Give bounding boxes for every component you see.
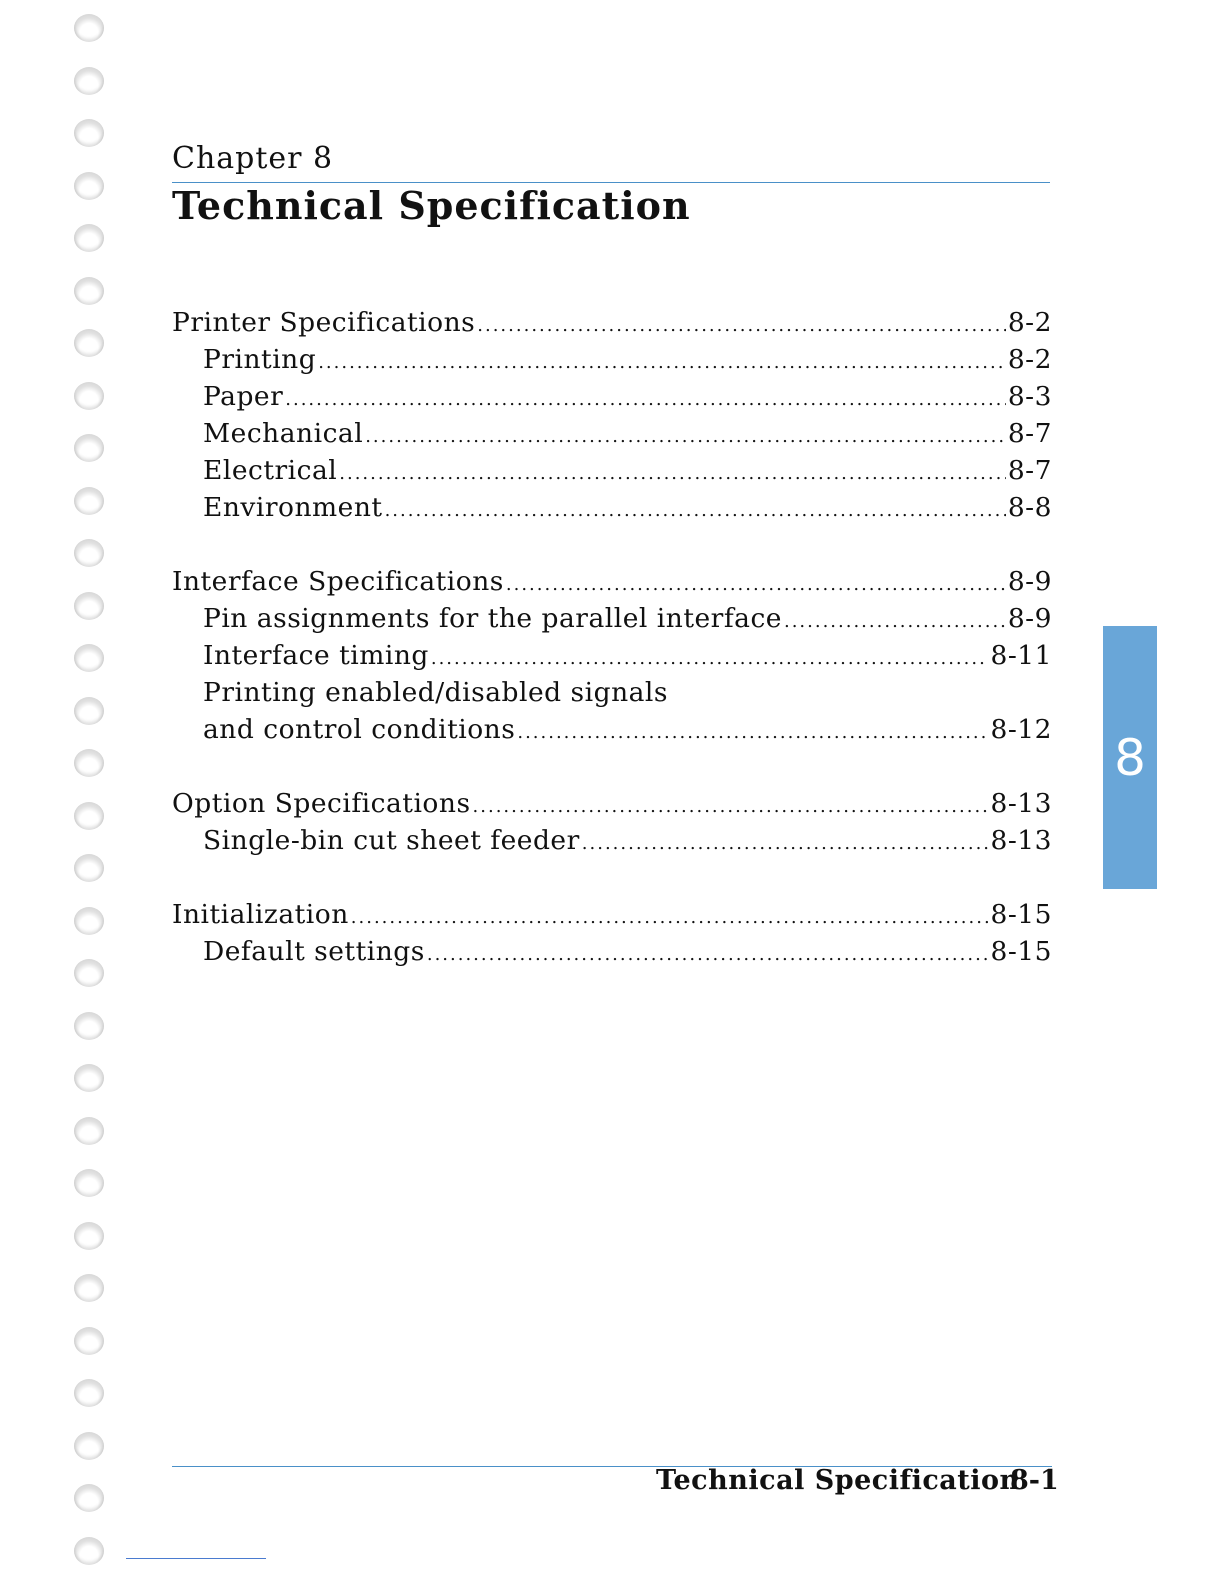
dot-leader [477,308,1006,344]
toc-entry-title: Interface Specifications [172,566,504,597]
toc-entry-title: and control conditions [203,714,516,745]
toc-entry-title: Printing [203,344,317,375]
toc-entry-printer-specifications[interactable] [172,305,1052,341]
binding-hole [74,1117,104,1145]
page-number: 8-1 [1010,1465,1059,1496]
binding-hole [74,172,104,200]
toc-entry-title: Paper [203,381,284,412]
binding-hole [74,1327,104,1355]
toc-entry-paper[interactable] [203,379,1052,415]
chapter-label: Chapter 8 [172,141,334,176]
toc-entry-title: Mechanical [203,418,364,449]
binding-hole [74,854,104,882]
binding-hole [74,277,104,305]
toc-entry-page: 8-2 [1007,344,1052,375]
toc-entry-page: 8-7 [1007,455,1052,486]
toc-entry-page: 8-9 [1007,566,1052,597]
toc-entry-title: Interface timing [203,640,429,671]
toc-entry-printing-signals[interactable] [203,712,1052,748]
dot-leader [582,826,989,862]
toc-entry-mechanical[interactable] [203,416,1052,452]
toc-entry-title: Pin assignments for the parallel interface [203,603,782,634]
toc-entry-electrical[interactable] [203,453,1052,489]
toc-entry-title: Environment [203,492,383,523]
toc-entry-environment[interactable] [203,490,1052,526]
toc-entry-page: 8-7 [1007,418,1052,449]
dot-leader [351,900,989,936]
dot-leader [784,604,1006,640]
binding-hole [74,14,104,42]
binding-hole [74,1064,104,1092]
toc-entry-title: Electrical [203,455,338,486]
spiral-binding [74,0,114,1584]
binding-hole [74,644,104,672]
toc-entry-page: 8-9 [1007,603,1052,634]
binding-hole [74,1484,104,1512]
dot-leader [427,937,989,973]
binding-hole [74,329,104,357]
dot-leader [385,493,1006,529]
toc-entry-page: 8-13 [990,788,1052,819]
toc-entry-page: 8-15 [990,899,1052,930]
toc-entry-page: 8-11 [990,640,1052,671]
toc-entry-page: 8-8 [1007,492,1052,523]
toc-entry-title: Default settings [203,936,425,967]
toc-entry-title: Option Specifications [172,788,471,819]
binding-hole [74,1274,104,1302]
binding-hole [74,749,104,777]
toc-entry-cut-sheet-feeder[interactable] [203,823,1052,859]
binding-hole [74,959,104,987]
toc-entry-interface-timing[interactable] [203,638,1052,674]
chapter-tab-number: 8 [1114,728,1146,787]
chapter-tab[interactable] [1103,626,1157,889]
binding-hole [74,592,104,620]
toc-entry-page: 8-13 [990,825,1052,856]
binding-hole [74,907,104,935]
dot-leader [431,641,989,677]
toc-entry-page: 8-3 [1007,381,1052,412]
toc-entry-page: 8-2 [1007,307,1052,338]
binding-hole [74,1222,104,1250]
scan-edge-line [126,1558,266,1559]
binding-hole [74,1432,104,1460]
binding-hole [74,119,104,147]
toc-entry-interface-specifications[interactable] [172,564,1052,600]
toc-entry-initialization[interactable] [172,897,1052,933]
toc-entry-default-settings[interactable] [203,934,1052,970]
toc-entry-printing[interactable] [203,342,1052,378]
binding-hole [74,697,104,725]
binding-hole [74,802,104,830]
toc-entry-page: 8-15 [990,936,1052,967]
dot-leader [285,382,1006,418]
toc-entry-printing-signals-line1[interactable]: Printing enabled/disabled signals [203,677,669,708]
binding-hole [74,539,104,567]
binding-hole [74,1537,104,1565]
toc-entry-title: Printer Specifications [172,307,476,338]
binding-hole [74,1169,104,1197]
binding-hole [74,1012,104,1040]
binding-hole [74,487,104,515]
toc-entry-title: Initialization [172,899,349,930]
binding-hole [74,1379,104,1407]
footer-title: Technical Specification [656,1465,1020,1496]
dot-leader [517,715,988,751]
dot-leader [339,456,1006,492]
toc-entry-option-specifications[interactable] [172,786,1052,822]
dot-leader [318,345,1006,381]
dot-leader [473,789,989,825]
toc-entry-title: Single-bin cut sheet feeder [203,825,580,856]
toc-entry-page: 8-12 [990,714,1052,745]
dot-leader [506,567,1006,603]
chapter-title: Technical Specification [172,183,691,228]
dot-leader [365,419,1006,455]
binding-hole [74,434,104,462]
binding-hole [74,67,104,95]
toc-entry-pin-assignments[interactable] [203,601,1052,637]
binding-hole [74,224,104,252]
binding-hole [74,382,104,410]
